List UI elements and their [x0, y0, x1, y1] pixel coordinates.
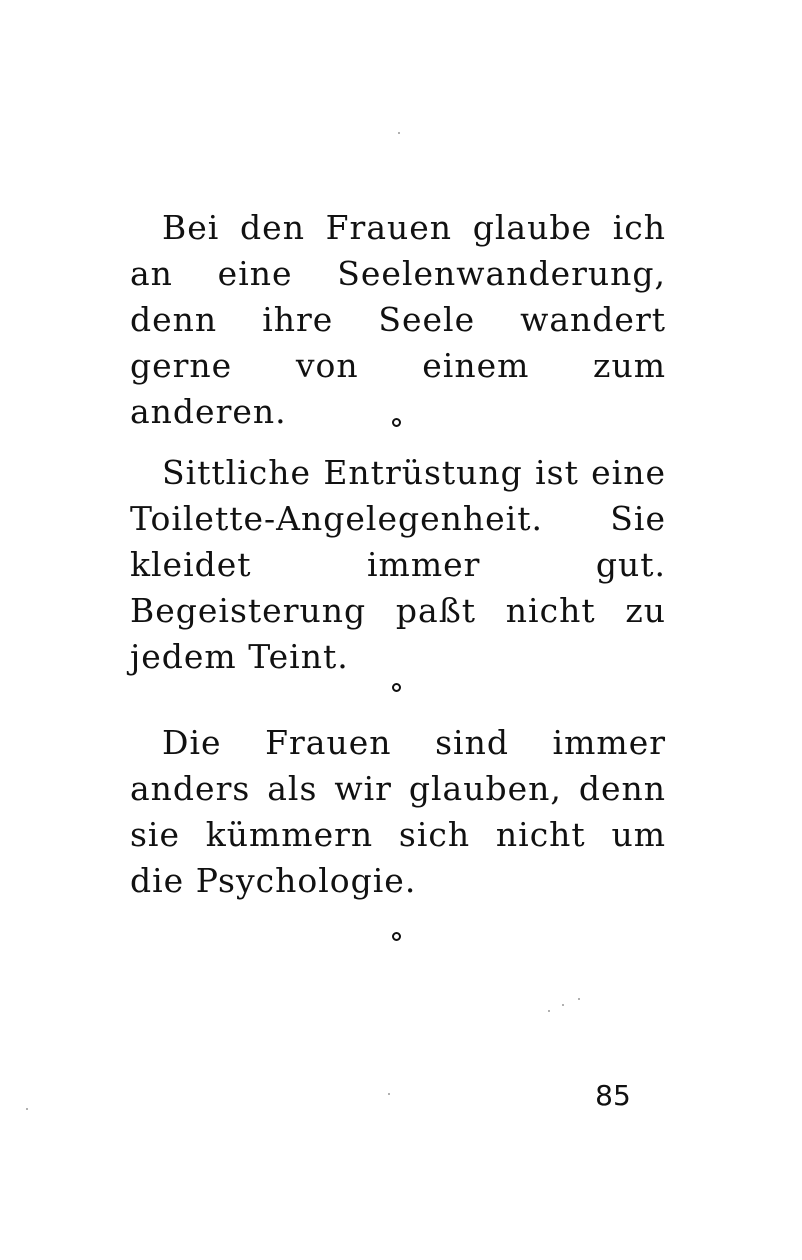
aphorism-2: Sittliche Entrüstung ist eine Toilette-Angelegenheit. Sie kleidet immer gut. Begeisterung paßt nicht zu jedem Teint.	[130, 453, 666, 676]
circle-separator-icon	[392, 418, 401, 427]
aphorism-3: Die Frauen sind immer anders als wir glauben, denn sie kümmern sich nicht um die Psychologie.	[130, 723, 666, 900]
scan-speck	[562, 1004, 564, 1006]
circle-separator-icon	[392, 683, 401, 692]
aphorism-1: Bei den Frauen glaube ich an eine Seelenwanderung, denn ihre Seele wandert gerne von einem zum anderen.	[130, 208, 666, 431]
page-number: 85	[595, 1079, 631, 1112]
scan-speck	[548, 1010, 550, 1012]
scan-speck	[398, 132, 400, 134]
scan-speck	[26, 1108, 28, 1110]
circle-separator-icon	[392, 932, 401, 941]
scan-speck	[388, 1093, 390, 1095]
scan-speck	[578, 998, 580, 1000]
